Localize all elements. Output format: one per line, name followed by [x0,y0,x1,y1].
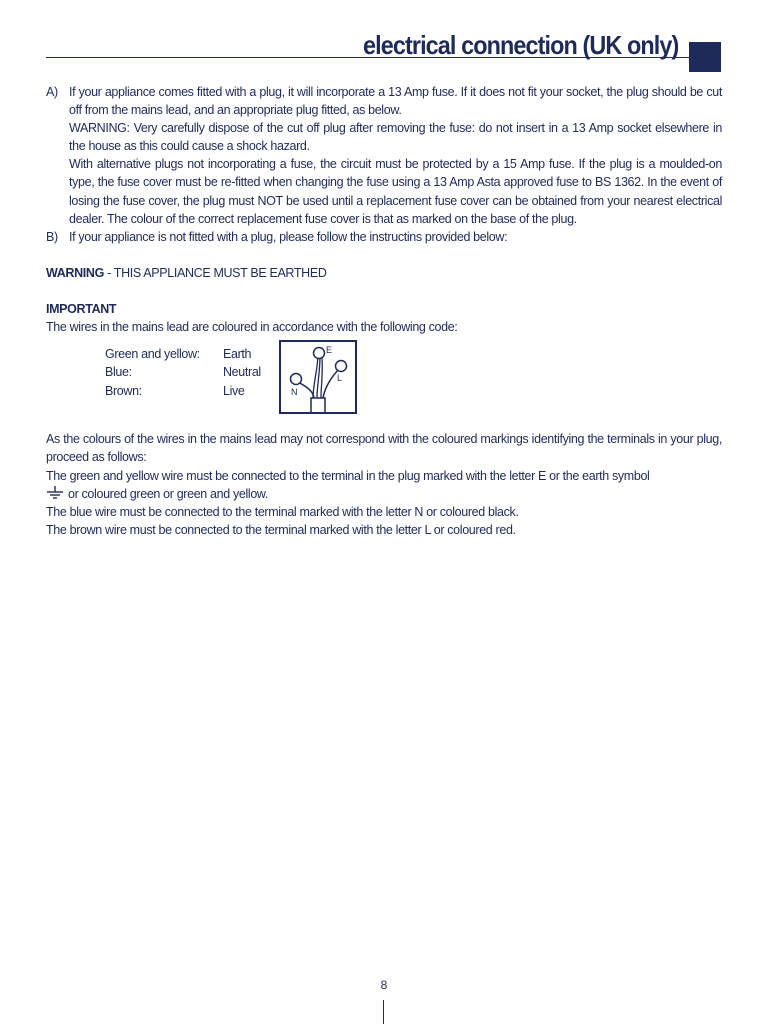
wire-function: Earth [223,347,252,362]
warning-label: WARNING [46,265,104,280]
plug-earth-letter: E [326,345,332,356]
instruction-line: The green and yellow wire must be connected to the terminal in the plug marked with the letter E or the earth symbol [46,468,650,483]
wire-code-section [46,340,722,430]
page-number: 8 [380,978,388,992]
section-b-marker: B) [46,229,58,244]
instruction-line: The blue wire must be connected to the terminal marked with the letter N or coloured black. [46,504,519,519]
wire-color: Blue: [105,365,132,380]
section-a-warning-paragraph: WARNING: Very carefully dispose of the cut off plug after removing the fuse: do not insert in a 13 Amp socket elsewhere in the house as this could cause a shock hazard. [69,121,722,154]
instruction-line: As the colours of the wires in the mains lead may not correspond with the coloured markings identifying the terminals in your plug, proceed as follows: [46,432,722,465]
footer-rule [383,1000,384,1024]
wire-code-intro: The wires in the mains lead are coloured in accordance with the following code: [46,320,458,335]
instruction-text: or coloured green or green and yellow. [68,486,269,501]
earthing-warning [46,264,722,282]
wire-function: Neutral [223,365,261,380]
wire-row [105,363,261,381]
section-b-text: If your appliance is not fitted with a plug, please follow the instructins provided below: [69,229,508,244]
wire-color: Brown: [105,383,142,398]
instruction-line: The brown wire must be connected to the terminal marked with the letter L or coloured red. [46,522,516,537]
main-content [46,83,722,539]
section-b [46,228,722,246]
spacer [46,246,722,264]
section-a-paragraph: With alternative plugs not incorporating a fuse, the circuit must be protected by a 15 Amp fuse. If the plug is a moulded-on type, the fuse cover must be re-fitted when changing the fuse using a 13 Amp Asta approved fuse to BS 1362. In the event of losing the fuse cover, the plug must NOT be used until a replacement fuse cover can be obtained from your nearest electrical dealer. The colour of the correct replacement fuse cover is that as marked on the base of the plug. [69,157,722,226]
plug-live-letter: L [337,373,342,384]
plug-wiring-diagram [279,340,359,420]
wire-row [105,345,261,363]
warning-text: - THIS APPLIANCE MUST BE EARTHED [103,265,327,280]
section-b-body [69,228,722,246]
section-a-paragraph: If your appliance comes fitted with a plug, it will incorporate a 13 Amp fuse. If it does not fit your socket, the plug should be cut off from the mains lead, and an appropriate plug fitted, as below. [69,85,722,118]
wire-color: Green and yellow: [105,347,200,362]
section-a [46,83,722,228]
earth-symbol-icon [46,486,64,500]
wire-function: Live [223,383,245,398]
title-accent-block [689,42,721,72]
instruction-line-with-symbol [46,485,722,503]
plug-neutral-letter: N [291,387,298,398]
page-title: electrical connection (UK only) [362,30,678,60]
spacer [46,282,722,300]
wire-row [105,382,261,400]
wire-color-table [105,345,261,399]
section-a-marker: A) [46,85,58,99]
important-label: IMPORTANT [46,302,117,317]
section-a-body [69,83,722,228]
